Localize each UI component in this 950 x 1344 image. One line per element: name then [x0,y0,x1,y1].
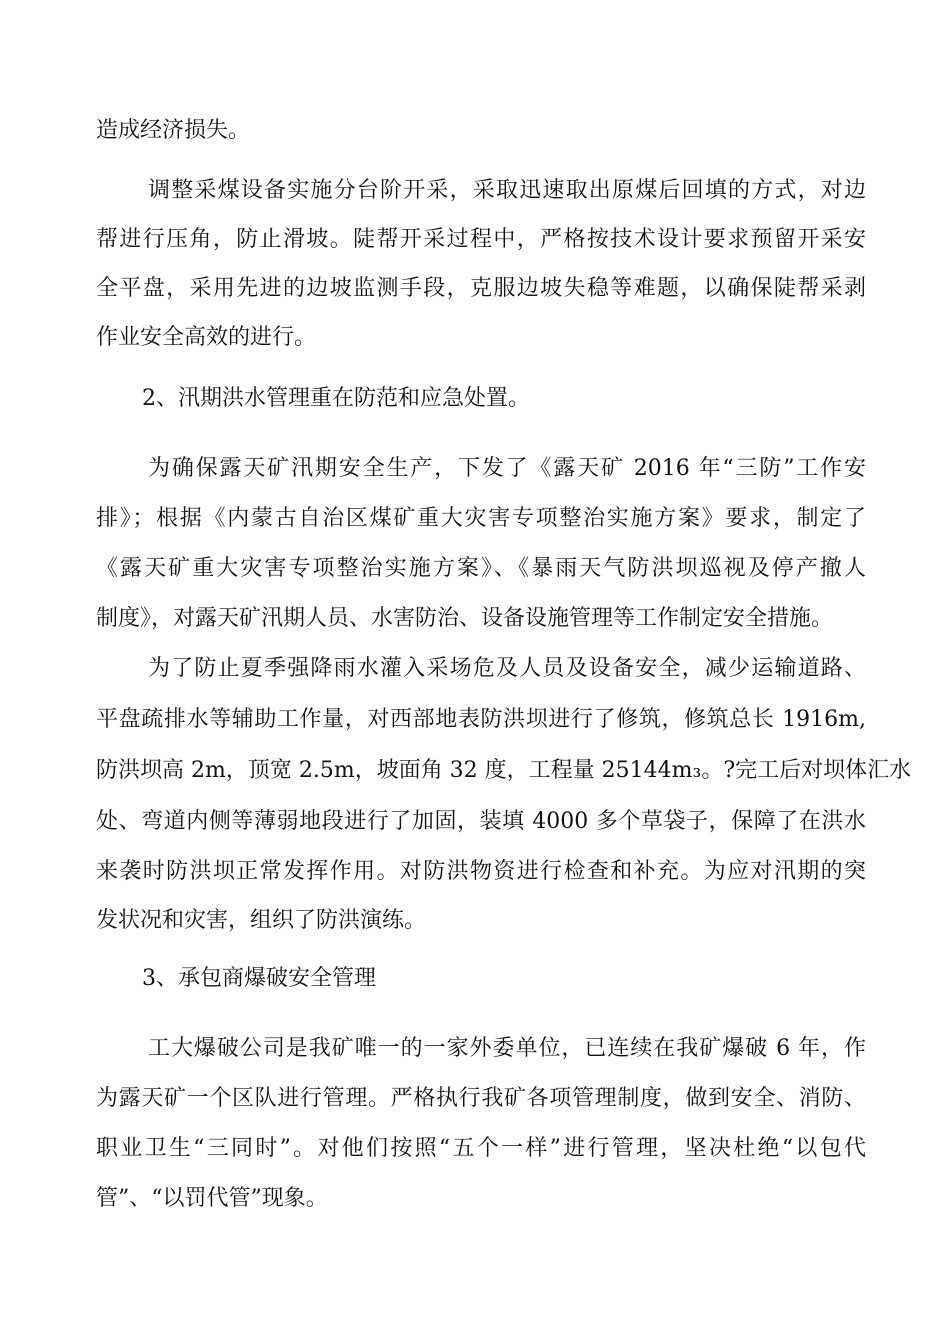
paragraph-first-line: 工大爆破公司是我矿唯一的一家外委单位，已连续在我矿爆破 6 年，作 [148,1036,866,1061]
text-line: 作业安全高效的进行。 [96,325,317,350]
text-line: 《露天矿重大灾害专项整治实施方案》、《暴雨天气防洪坝巡视及停产撤人 [96,556,866,581]
section-heading: 3、承包商爆破安全管理 [142,966,376,991]
text-line: 管”、“以罚代管”现象。 [96,1186,328,1211]
text-line: 造成经济损失。 [96,118,251,143]
text-line: 全平盘，采用先进的边坡监测手段，克服边坡失稳等难题，以确保陡帮采剥 [96,276,866,301]
paragraph-first-line: 为了防止夏季强降雨水灌入采场危及人员及设备安全，减少运输道路、 [148,656,866,681]
text-line: 职业卫生“三同时”。对他们按照“五个一样”进行管理，坚决杜绝“以包代 [96,1136,866,1161]
text-line: 平盘疏排水等辅助工作量，对西部地表防洪坝进行了修筑，修筑总长 1916m, [96,707,866,732]
text-line: 发状况和灾害，组织了防洪演练。 [96,908,427,933]
text-line: 来袭时防洪坝正常发挥作用。对防洪物资进行检查和补充。为应对汛期的突 [96,859,866,884]
text-line: 排》；根据《内蒙古自治区煤矿重大灾害专项整治实施方案》要求，制定了 [96,506,866,531]
text-line: 处、弯道内侧等薄弱地段进行了加固，装填 4000 多个草袋子，保障了在洪水 [96,809,866,834]
text-line: 防洪坝高 2m，顶宽 2.5m，坡面角 32 度，工程量 25144m₃。?完工后对坝体汇水 [96,758,912,783]
text-line: 帮进行压角，防止滑坡。陡帮开采过程中，严格按技术设计要求预留开采安 [96,227,866,252]
paragraph-first-line: 调整采煤设备实施分台阶开采，采取迅速取出原煤后回填的方式，对边 [148,178,866,203]
paragraph-first-line: 为确保露天矿汛期安全生产，下发了《露天矿 2016 年“三防”工作安 [148,456,866,481]
section-heading: 2、汛期洪水管理重在防范和应急处置。 [142,386,530,411]
text-line: 制度》，对露天矿汛期人员、水害防治、设备设施管理等工作制定安全措施。 [96,606,834,631]
text-line: 为露天矿一个区队进行管理。严格执行我矿各项管理制度，做到安全、消防、 [96,1086,866,1111]
